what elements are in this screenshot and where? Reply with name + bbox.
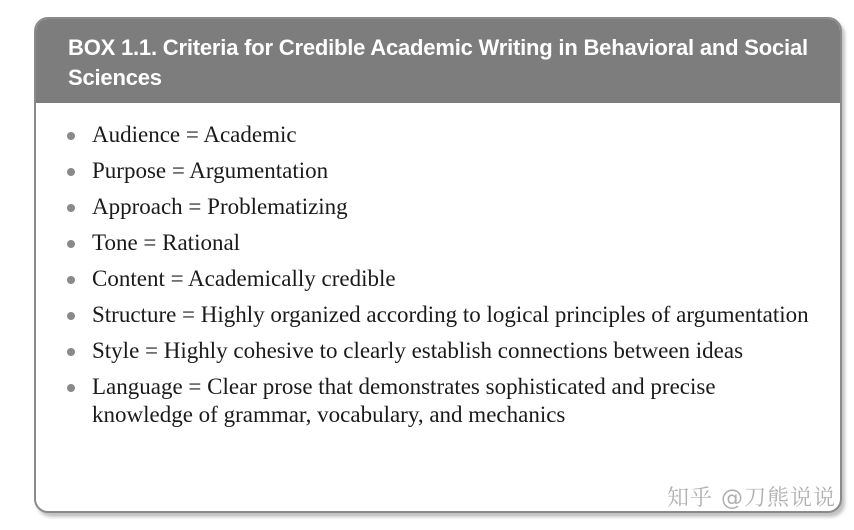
bullet-icon [67, 168, 75, 176]
list-item-text: Language = Clear prose that demonstrates sophisticated and precise knowledge of grammar, vocabulary, and mechanics [92, 374, 716, 427]
bullet-icon [67, 240, 75, 248]
box-body [36, 121, 840, 429]
list-item [66, 265, 820, 293]
list-item-text: Audience = Academic [92, 122, 297, 147]
list-item [66, 229, 820, 257]
list-item [66, 193, 820, 221]
bullet-icon [67, 276, 75, 284]
watermark: 知乎 @刀熊说说 [667, 486, 836, 511]
list-item [66, 373, 820, 429]
criteria-box [34, 17, 842, 513]
box-title: BOX 1.1. Criteria for Credible Academic Writing in Behavioral and Social Sciences [36, 19, 840, 103]
list-item [66, 157, 820, 185]
list-item-text: Purpose = Argumentation [92, 158, 329, 183]
bullet-icon [67, 312, 75, 320]
bullet-icon [67, 204, 75, 212]
bullet-icon [67, 384, 75, 392]
bullet-icon [67, 132, 75, 140]
bullet-icon [67, 348, 75, 356]
criteria-list [66, 121, 820, 429]
list-item-text: Structure = Highly organized according to logical principles of argumentation [92, 302, 809, 327]
list-item [66, 121, 820, 149]
list-item-text: Tone = Rational [92, 230, 241, 255]
list-item-text: Content = Academically credible [92, 266, 396, 291]
list-item-text: Style = Highly cohesive to clearly establish connections between ideas [92, 338, 744, 363]
list-item [66, 301, 820, 329]
list-item-text: Approach = Problematizing [92, 194, 348, 219]
list-item [66, 337, 820, 365]
